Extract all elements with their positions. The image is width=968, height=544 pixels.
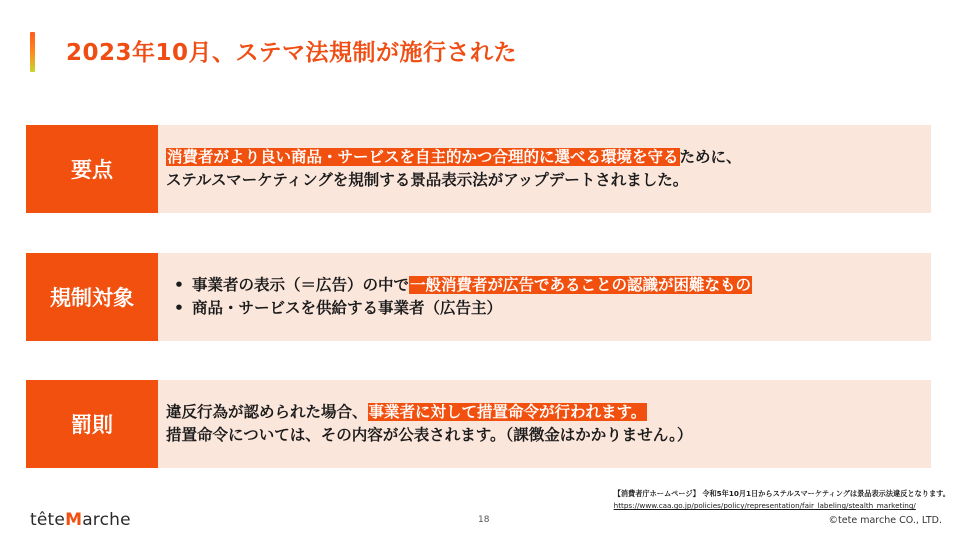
content-line: ステルスマーケティングを規制する景品表示法がアップデートされました。	[166, 171, 689, 189]
copyright: ©tete marche CO., LTD.	[828, 515, 942, 526]
page-number: 18	[478, 515, 490, 525]
section-label: 要点	[26, 125, 158, 213]
section-key-points	[26, 125, 931, 213]
section-label: 罰則	[26, 380, 158, 468]
section-content	[158, 380, 931, 468]
section-regulated-target	[26, 253, 931, 341]
page-title: 2023年10月、ステマ法規制が施行された	[66, 40, 518, 66]
plain-text: 違反行為が認められた場合、	[166, 403, 368, 421]
highlight-text: 消費者がより良い商品・サービスを自主的かつ合理的に選べる環境を守る	[167, 148, 679, 166]
list-item	[166, 297, 931, 320]
source-caption: 【消費者庁ホームページ】 令和5年10月1日からステルスマーケティングは景品表示法違反となります。	[613, 489, 950, 498]
section-content	[158, 125, 931, 213]
content-line	[166, 146, 931, 169]
bullet-icon: •	[174, 276, 184, 294]
section-content	[158, 253, 931, 341]
section-penalty	[26, 380, 931, 468]
source-note	[614, 489, 950, 510]
plain-text: 商品・サービスを供給する事業者（広告主）	[192, 299, 503, 317]
company-logo: têteMarche	[30, 510, 131, 530]
section-label: 規制対象	[26, 253, 158, 341]
title-accent-bar	[30, 32, 35, 72]
highlight-text: 事業者に対して措置命令が行われます。	[368, 403, 647, 421]
logo-mark-icon: M	[65, 510, 83, 530]
content-line: 措置命令については、その内容が公表されます。（課徴金はかかりません。）	[166, 426, 693, 444]
bullet-icon: •	[174, 299, 184, 317]
plain-text: ために、	[679, 148, 742, 166]
list-item	[166, 274, 931, 297]
highlight-text: 一般消費者が広告であることの認識が困難なもの	[410, 276, 752, 294]
source-link[interactable]: https://www.caa.go.jp/policies/policy/representation/fair_labeling/stealth_marketing/	[613, 501, 916, 510]
content-line	[166, 401, 931, 424]
plain-text: 事業者の表示（＝広告）の中で	[192, 276, 410, 294]
